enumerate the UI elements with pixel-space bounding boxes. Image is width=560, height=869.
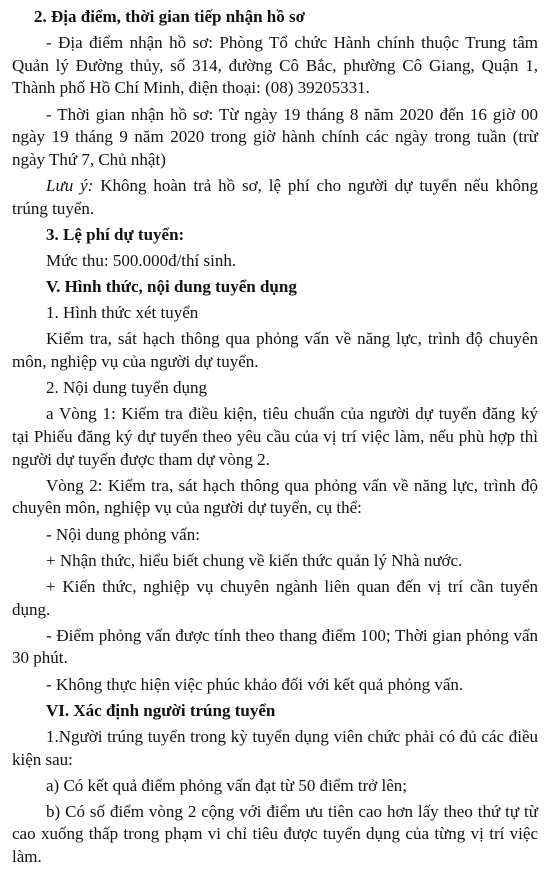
note-text: Không hoàn trả hồ sơ, lệ phí cho người dự tuyển nếu không trúng tuyển. (12, 175, 538, 218)
receiving-time-paragraph: - Thời gian nhận hồ sơ: Từ ngày 19 tháng 8 năm 2020 đến 16 giờ 00 ngày 19 tháng 9 năm 2020 trong giờ hành chính các ngày trong tuần (trừ ngày Thứ 7, Chủ nhật) (12, 104, 538, 169)
section-V-1-heading: 1. Hình thức xét tuyển (46, 303, 199, 323)
section-2-heading: 2. Địa điểm, thời gian tiếp nhận hồ sơ (34, 7, 306, 26)
interview-content-label: - Nội dung phỏng vấn: (46, 524, 200, 544)
section-V-heading: V. Hình thức, nội dung tuyển dụng (46, 277, 297, 297)
interview-item-1: + Nhận thức, hiểu biết chung về kiến thức quản lý Nhà nước. (46, 550, 463, 570)
fee-paragraph: Mức thu: 500.000đ/thí sinh. (46, 250, 237, 270)
round-2-paragraph: Vòng 2: Kiểm tra, sát hạch thông qua phỏng vấn về năng lực, trình độ chuyên môn, nghiệp vụ của người dự tuyển, cụ thể: (12, 475, 538, 518)
note-paragraph (12, 175, 538, 220)
section-VI-heading: VI. Xác định người trúng tuyển (46, 700, 276, 720)
note-label: Lưu ý: (46, 175, 94, 195)
condition-b-paragraph: b) Có số điểm vòng 2 cộng với điểm ưu tiên cao hơn lấy theo thứ tự từ cao xuống thấp trong phạm vi chỉ tiêu được tuyển dụng của từng vị trí việc làm. (12, 801, 538, 867)
winner-conditions-paragraph: 1.Người trúng tuyển trong kỳ tuyển dụng viên chức phải có đủ các điều kiện sau: (12, 726, 538, 769)
round-1-paragraph: a Vòng 1: Kiểm tra điều kiện, tiêu chuẩn của người dự tuyển đăng ký tại Phiếu đăng ký dự tuyển theo yêu cầu của vị trí việc làm, nếu phù hợp thì người dự tuyển được tham dự vòng 2. (12, 404, 538, 469)
section-V-2-heading: 2. Nội dung tuyển dụng (46, 378, 208, 398)
no-review-paragraph: - Không thực hiện việc phúc khảo đối với kết quả phỏng vấn. (46, 674, 464, 694)
section-V-1-text: Kiểm tra, sát hạch thông qua phỏng vấn về năng lực, trình độ chuyên môn, nghiệp vụ của người dự tuyển. (12, 329, 538, 372)
interview-score-paragraph: - Điểm phỏng vấn được tính theo thang điểm 100; Thời gian phỏng vấn 30 phút. (12, 625, 538, 668)
section-3-heading: 3. Lệ phí dự tuyển: (46, 224, 185, 244)
interview-item-2: + Kiến thức, nghiệp vụ chuyên ngành liên quan đến vị trí cần tuyển dụng. (12, 576, 538, 619)
receiving-location-paragraph: - Địa điểm nhận hồ sơ: Phòng Tổ chức Hành chính thuộc Trung tâm Quản lý Đường thủy, số 314, đường Cô Bắc, phường Cô Giang, Quận 1, Thành phố Hồ Chí Minh, điện thoại: (08) 39205331. (12, 33, 538, 98)
condition-a-paragraph: a) Có kết quả điểm phỏng vấn đạt từ 50 điểm trở lên; (46, 775, 407, 795)
